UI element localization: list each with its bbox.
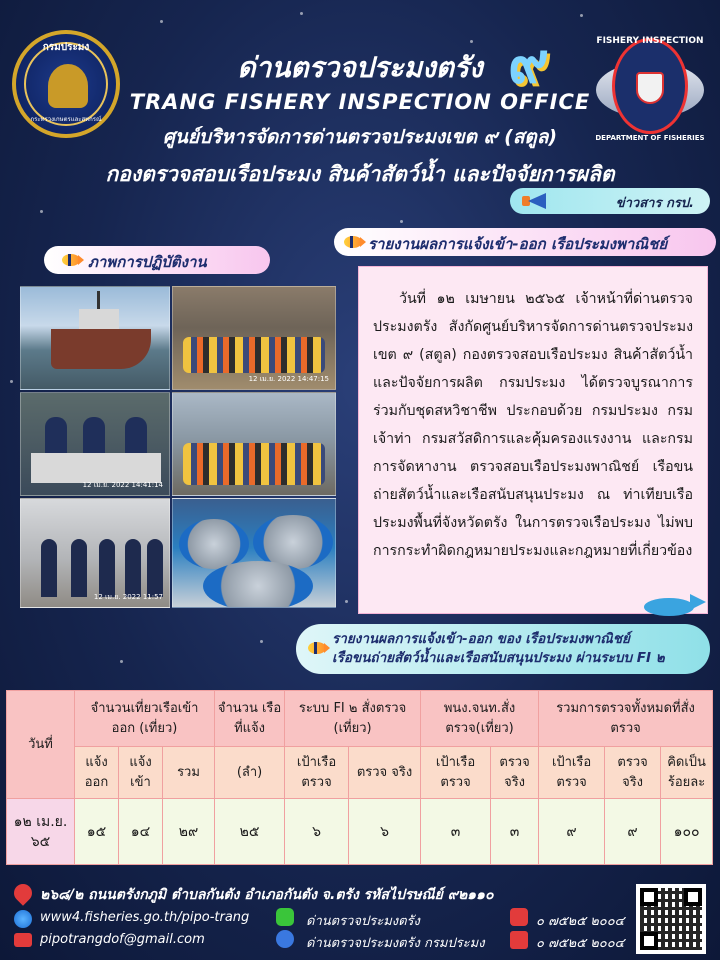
trips-header: จำนวนเที่ยวเรือเข้า ออก (เที่ยว) [75,691,215,747]
vessels-header: จำนวน เรือที่แจ้ง [215,691,285,747]
facebook-page[interactable]: ด่านตรวจประมงตรัง กรมประมง [306,936,485,951]
table-cell: ๙ [539,799,605,865]
sub-header: เป้าเรือ ตรวจ [539,747,605,799]
table-cell: ๑๐๐ [661,799,713,865]
row-date: ๑๒ เม.ย. ๖๕ [7,799,75,865]
table-cell: ๑๕ [75,799,119,865]
sub-header: แจ้ง ออก [75,747,119,799]
sub-header: ตรวจ จริง [605,747,661,799]
officer-header: พนง.จนท.สั่ง ตรวจ(เที่ยว) [421,691,539,747]
total-header: รวมการตรวจทั้งหมดที่สั่ง ตรวจ [539,691,713,747]
sub-header: (ลำ) [215,747,285,799]
vessel-report-table [6,690,713,865]
sub-header: ตรวจ จริง [491,747,539,799]
photo-fishing-boat [20,286,170,390]
fi2-header: ระบบ FI ๒ สั่งตรวจ (เที่ยว) [285,691,421,747]
table-cell: ๖ [285,799,349,865]
fish-icon [340,234,366,250]
department-of-fisheries-logo: กรมประมง กระทรวงเกษตรและสหกรณ์ [12,30,120,138]
center-name: ศูนย์บริหารจัดการด่านตรวจประมงเขต ๙ (สตูล) [162,126,558,148]
email-link[interactable]: pipotrangdof@gmail.com [40,932,205,947]
photo-document-check: 12 เม.ย. 2022 14:41:14 [20,392,170,496]
table-cell: ๒๕ [215,799,285,865]
report-text-box [358,266,708,614]
table-cell: ๓ [491,799,539,865]
table-cell: ๓ [421,799,491,865]
sub-header: แจ้ง เข้า [119,747,163,799]
photos-section-tag: ภาพการปฏิบัติงาน [44,246,270,274]
phone-number: ๐ ๗๕๒๕ ๒๐๐๔ [536,914,625,929]
fish-icon [304,640,330,656]
sub-header: รวม [163,747,215,799]
sub-header: คิดเป็น ร้อยละ [661,747,713,799]
stats-section-tag: รายงานผลการแจ้งเข้า-ออก ของ เรือประมงพาณิชย์ เรือขนถ่ายสัตว์น้ำและเรือสนับสนุนประมง ผ่านระบบ FI ๒ [296,624,710,674]
table-cell: ๙ [605,799,661,865]
sub-header: เป้าเรือ ตรวจ [421,747,491,799]
website-link[interactable]: www4.fisheries.go.th/pipo-trang [40,910,250,925]
table-cell: ๖ [349,799,421,865]
location-icon [10,880,35,905]
fishery-inspection-badge-logo: FISHERY INSPECTION DEPARTMENT OF FISHERIES [595,36,705,142]
megaphone-icon [522,191,550,211]
address-text: ๒๖๘/๒ ถนนตรังกภูมิ ตำบลกันตัง อำเภอกันตัง จ.ตรัง รหัสไปรษณีย์ ๙๒๑๑๐ [40,887,494,903]
phone-icon [510,908,528,926]
fax-number: ๐ ๗๕๒๕ ๒๐๐๔ [536,936,625,951]
photo-fish-baskets [172,498,336,608]
report-section-tag: รายงานผลการแจ้งเข้า-ออก เรือประมงพาณิชย์ [334,228,716,256]
sub-header: ตรวจ จริง [349,747,421,799]
region-nine-numeral: ๙ [508,30,550,96]
table-row [7,799,713,865]
whale-icon [644,592,710,618]
photo-collage [20,286,336,608]
table-header-row [7,691,713,747]
report-paragraph: วันที่ ๑๒ เมษายน ๒๕๖๕ เจ้าหน้าที่ด่านตรวจประมงตรัง สังกัดศูนย์บริหารจัดการด่านตรวจประมง เขต ๙ (สตูล) กองตรวจสอบเรือประมง สินค้าสัตว์น้ำ และปัจจัยการผลิต กรมประมง ได้ตรวจบูรณาการร่วมกับชุดสหวิชาชีพ ประกอบด้วย กรมประมง กรมเจ้าท่า กรมสวัสดิการและคุ้มครองแรงงาน และกรมการจัดหางาน ตรวจสอบเรือประมงพาณิชย์ เรือขนถ่ายสัตว์น้ำและเรือสนับสนุนประมง ณ ท่าเทียบเรือประมงพื้นที่จังหวัดตรัง ในการตรวจเรือประมง ไม่พบการกระทำผิดกฎหมายประมงและกฎหมายที่เกี่ยวข้อง [373,291,693,559]
table-cell: ๑๔ [119,799,163,865]
table-cell: ๒๙ [163,799,215,865]
table-subheader-row [7,747,713,799]
fax-icon [510,931,528,949]
globe-icon [14,910,32,928]
photo-pier-inspection [172,392,336,496]
email-icon [14,933,32,947]
line-account[interactable]: ด่านตรวจประมงตรัง [306,914,420,929]
news-tag: ข่าวสาร กรป. [510,188,710,214]
photo-inspection-team: 12 เม.ย. 2022 11:57 [20,498,170,608]
line-icon [276,908,294,926]
division-name: กองตรวจสอบเรือประมง สินค้าสัตว์น้ำ และปัจจัยการผลิต [105,162,615,186]
qr-code[interactable] [636,884,706,954]
sub-header: เป้าเรือ ตรวจ [285,747,349,799]
fish-icon [58,252,84,268]
office-title-thai: ด่านตรวจประมงตรัง [237,51,483,84]
photo-crew-gathering: 12 เม.ย. 2022 14:47:15 [172,286,336,390]
facebook-icon [276,930,294,948]
office-title-english: TRANG FISHERY INSPECTION OFFICE [129,90,591,114]
date-header: วันที่ [7,691,75,799]
